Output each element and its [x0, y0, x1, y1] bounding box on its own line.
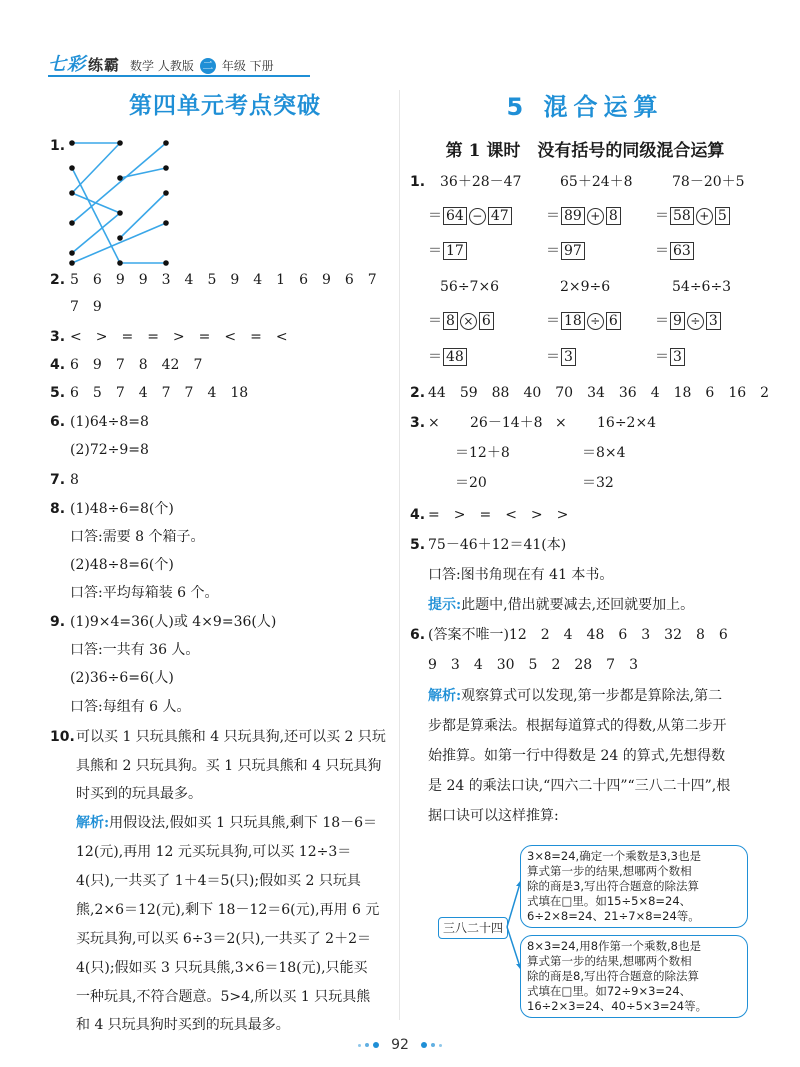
subject-label: 数学 人教版	[130, 59, 194, 73]
question-number: 1.	[410, 174, 426, 190]
answer-text: (1)9×4=36(人)或 4×9=36(人)	[70, 614, 277, 630]
question-number: 3.	[50, 329, 66, 345]
page-number: 92	[391, 1037, 409, 1053]
answer-text: = > = < > >	[428, 507, 569, 523]
answer-text: 具熊和 2 只玩具狗。买 1 只玩具熊和 4 只玩具狗	[76, 758, 382, 774]
analysis-text: 4(只),一共买了 1＋4＝5(只);假如买 2 只玩具	[76, 873, 361, 889]
expression: 2×9÷6	[560, 279, 611, 295]
answer-text: 75－46＋12＝41(本)	[428, 537, 567, 553]
question-number: 10.	[50, 729, 75, 745]
hint-label: 提示:	[428, 597, 462, 613]
expression: 36＋28－47	[440, 174, 522, 190]
analysis-text: 一种玩具,不符合题意。5>4,所以买 1 只玩具熊	[76, 989, 371, 1005]
right-section-title: 5 混合运算	[506, 93, 664, 121]
grade-circle: 二	[200, 58, 216, 74]
expression: 56÷7×6	[440, 279, 500, 295]
question-number: 1.	[50, 138, 66, 154]
answer-text: 26－14＋8	[470, 415, 543, 431]
answer-text: < > = = > = < = <	[70, 329, 288, 345]
question-number: 6.	[410, 627, 426, 643]
analysis-text: 和 4 只玩具狗时买到的玩具最多。	[76, 1017, 290, 1033]
question-number: 2.	[410, 385, 426, 401]
fill-step: ＝ 8 × 6	[428, 311, 495, 331]
expression: 54÷6÷3	[672, 279, 732, 295]
fill-result: ＝ 3	[546, 347, 577, 367]
answer-text: 口答:图书角现在有 41 本书。	[428, 567, 614, 583]
answer-text: 8	[70, 472, 79, 488]
analysis-text: 12(元),再用 12 元买玩具狗,可以买 12÷3＝	[76, 844, 352, 860]
fill-step: ＝ 9 ÷ 3	[655, 311, 722, 331]
answer-text: ＝32	[582, 475, 614, 491]
answer-text: 6 9 7 8 42 7	[70, 357, 203, 373]
lesson-title: 第 1 课时 没有括号的同级混合运算	[445, 141, 725, 161]
mnemonic-tag: 三八二十四	[438, 917, 508, 939]
answer-text: 口答:平均每箱装 6 个。	[70, 585, 219, 601]
analysis-text: 据口诀可以这样推算:	[428, 808, 559, 824]
answer-text: 5 6 9 9 3 4 5 9 4 1 6 9 6 7	[70, 272, 377, 288]
analysis-text: 步都是算乘法。根据每道算式的得数,从第二步开	[428, 718, 727, 734]
column-divider	[399, 90, 400, 1020]
book-info	[130, 57, 274, 74]
answer-text: (2)72÷9=8	[70, 442, 149, 458]
explanation-bubble: 8×3=24,用8作第一个乘数,8也是 算式第一步的结果,想哪两个数相 除的商是8,写出符合题意的除法算 式填在□里。如72÷9×3=24、 16÷2×3=24、40÷5×3=24等。	[520, 935, 748, 1018]
answer-text: 口答:每组有 6 人。	[70, 699, 191, 715]
analysis-text: 4(只);假如买 3 只玩具熊,3×6＝18(元),只能买	[76, 960, 368, 976]
analysis-text: 熊,2×6＝12(元),剩下 18－12＝6(元),再用 6 元	[76, 902, 380, 918]
answer-text: (1)64÷8=8	[70, 414, 149, 430]
fill-step: ＝ 89 + 8	[546, 206, 622, 226]
fill-result: ＝ 97	[546, 241, 586, 261]
answer-text: 口答:需要 8 个箱子。	[70, 529, 205, 545]
question-number: 6.	[50, 414, 66, 430]
question-number: 2.	[50, 272, 66, 288]
analysis-text: 始推算。如第一行中得数是 24 的算式,先想得数	[428, 748, 726, 764]
answer-text: ＝12＋8	[455, 445, 510, 461]
expression: 78－20＋5	[672, 174, 745, 190]
answer-text: ×	[555, 415, 567, 431]
question-number: 9.	[50, 614, 66, 630]
analysis-label: 解析:	[76, 815, 110, 831]
question-number: 3.	[410, 415, 426, 431]
question-number: 8.	[50, 501, 66, 517]
answer-text: 口答:一共有 36 人。	[70, 642, 200, 658]
grade-label: 年级 下册	[221, 59, 274, 73]
fill-result: ＝ 63	[655, 241, 695, 261]
matching-diagram	[60, 135, 180, 275]
page-footer	[340, 1037, 460, 1053]
fill-step: ＝ 18 ÷ 6	[546, 311, 622, 331]
fill-result: ＝ 17	[428, 241, 468, 261]
answer-text: (2)48÷8=6(个)	[70, 557, 174, 573]
analysis-label: 解析:	[428, 688, 462, 704]
question-number: 5.	[50, 385, 66, 401]
brand-logo: 七彩 练霸	[48, 54, 121, 75]
answer-text: ＝20	[455, 475, 487, 491]
answer-text: 7 9	[70, 299, 102, 315]
fill-step: ＝ 64 − 47	[428, 206, 513, 226]
answer-text: 时买到的玩具最多。	[76, 786, 202, 802]
answer-text: ＝8×4	[582, 445, 626, 461]
answer-text: 9 3 4 30 5 2 28 7 3	[428, 657, 638, 673]
answer-text: 6 5 7 4 7 7 4 18	[70, 385, 249, 401]
analysis-text: 解析:用假设法,假如买 1 只玩具熊,剩下 18－6＝	[76, 815, 378, 831]
answer-text: 44 59 88 40 70 34 36 4 18 6 16 2	[428, 385, 770, 401]
left-section-title: 第四单元考点突破	[129, 93, 321, 119]
fill-step: ＝ 58 + 5	[655, 206, 731, 226]
explanation-bubble: 3×8=24,确定一个乘数是3,3也是 算式第一步的结果,想哪两个数相 除的商是3,写出符合题意的除法算 式填在□里。如15÷5×8=24、 6÷2×8=24、21÷7×8=24等。	[520, 845, 748, 928]
fill-result: ＝ 48	[428, 347, 468, 367]
hint-text: 提示:此题中,借出就要减去,还回就要加上。	[428, 597, 695, 613]
expression: 65＋24＋8	[560, 174, 633, 190]
analysis-text: 解析:观察算式可以发现,第一步都是算除法,第二	[428, 688, 723, 704]
question-number: 7.	[50, 472, 66, 488]
header-underline	[48, 75, 310, 77]
question-number: 4.	[410, 507, 426, 523]
question-number: 5.	[410, 537, 426, 553]
answer-text: (2)36÷6=6(人)	[70, 670, 174, 686]
book-header	[48, 50, 274, 76]
answer-text: ×	[428, 415, 440, 431]
analysis-text: 是 24 的乘法口诀,“四六二十四”“三八二十四”,根	[428, 778, 731, 794]
answer-text: 可以买 1 只玩具熊和 4 只玩具狗,还可以买 2 只玩	[76, 729, 386, 745]
answer-text: (1)48÷6=8(个)	[70, 501, 174, 517]
fill-result: ＝ 3	[655, 347, 686, 367]
answer-text: 16÷2×4	[597, 415, 657, 431]
analysis-text: 买玩具狗,可以买 6÷3＝2(只),一共买了 2＋2＝	[76, 931, 371, 947]
question-number: 4.	[50, 357, 66, 373]
answer-text: (答案不唯一)12 2 4 48 6 3 32 8 6	[428, 627, 728, 643]
